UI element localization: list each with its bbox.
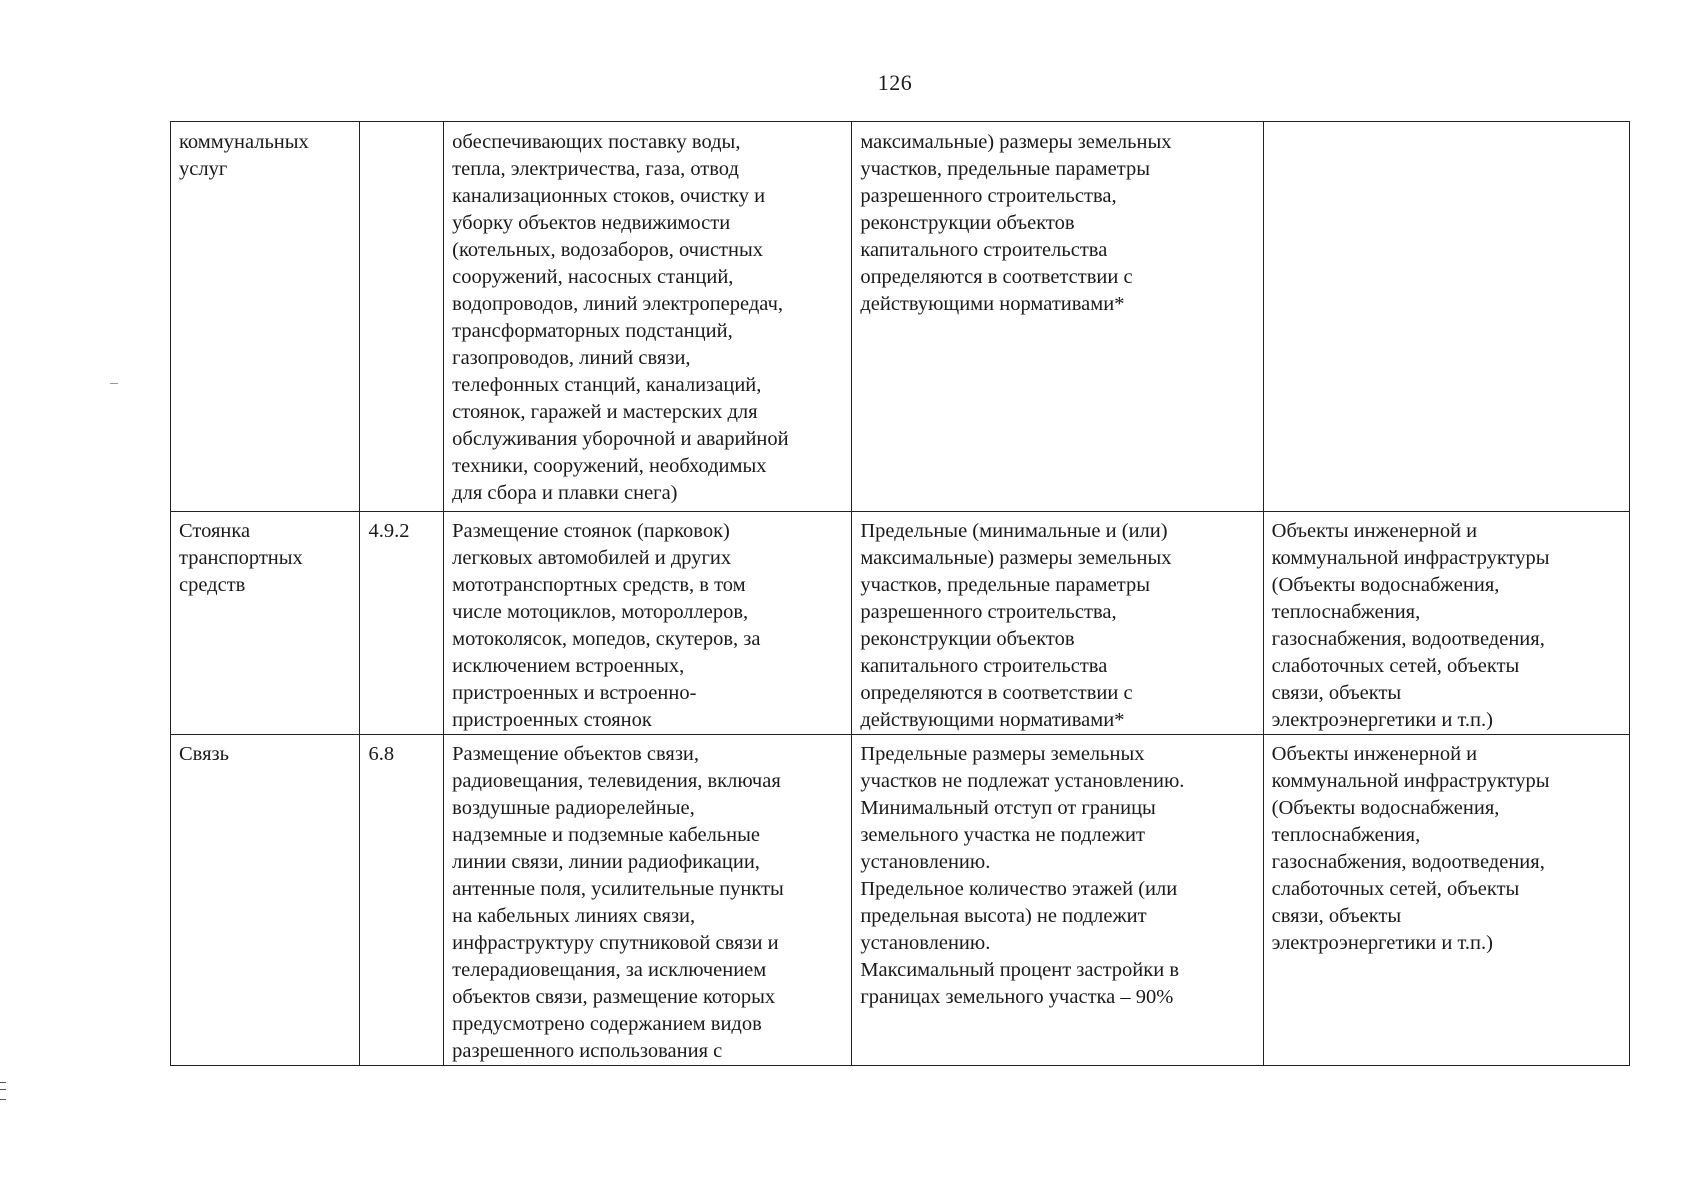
page-number: 126 xyxy=(877,70,913,95)
auxiliary-uses-cell xyxy=(1263,512,1629,735)
use-type-name: Стоянка транспортных средств xyxy=(179,520,303,596)
scan-margin-mark xyxy=(110,383,118,384)
use-type-code: 6.8 xyxy=(368,743,395,765)
use-type-name-cell xyxy=(171,122,360,512)
auxiliary-uses-text: Объекты инженерной и коммунальной инфраструктуры (Объекты водоснабжения, теплоснабжения, газоснабжения, водоотведения, слаботочных сетей, объекты связи, объекты электроэнергетики и т.п.) xyxy=(1271,743,1550,954)
use-type-description: Размещение объектов связи, радиовещания, телевидения, включая воздушные радиорелейные, надземные и подземные кабельные линии связи, линии радиофикации, антенные поля, усилительные пункты на кабельных линиях связи, инфраструктуру спутниковой связи и телерадиовещания, за исключением объектов связи, размещение которых предусмотрено содержанием видов разрешенного использования с xyxy=(452,743,784,1062)
use-type-code-cell xyxy=(360,122,444,512)
table-row xyxy=(171,512,1630,735)
parameters-text: Предельные (минимальные и (или) максимальные) размеры земельных участков, предельные параметры разрешенного строительства, реконструкции объектов капитального строительства определяются в соответствии с действующими нормативами* xyxy=(860,520,1172,731)
use-type-code-cell xyxy=(360,735,444,1066)
auxiliary-uses-text: Объекты инженерной и коммунальной инфраструктуры (Объекты водоснабжения, теплоснабжения, газоснабжения, водоотведения, слаботочных сетей, объекты связи, объекты электроэнергетики и т.п.) xyxy=(1271,520,1550,731)
use-type-name: Связь xyxy=(179,743,229,765)
scan-edge-mark xyxy=(0,1082,6,1100)
parameters-text: Предельные размеры земельных участков не подлежат установлению. Минимальный отступ от границы земельного участка не подлежит установлению. Предельное количество этажей (или предельная высота) не подлежит установлению. Максимальный процент застройки в границах земельного участка – 90% xyxy=(860,743,1185,1008)
use-type-description: обеспечивающих поставку воды, тепла, электричества, газа, отвод канализационных стоков, очистку и уборку объектов недвижимости (котельных, водозаборов, очистных сооружений, насосных станций, водопроводов, линий электропередач, трансформаторных подстанций, газопроводов, линий связи, телефонных станций, канализаций, стоянок, гаражей и мастерских для обслуживания уборочной и аварийной техники, сооружений, необходимых для сбора и плавки снега) xyxy=(452,131,789,504)
use-type-description-cell xyxy=(444,512,852,735)
use-type-code-cell xyxy=(360,512,444,735)
use-type-code: 4.9.2 xyxy=(368,520,410,542)
auxiliary-uses-cell xyxy=(1263,735,1629,1066)
use-type-name-cell xyxy=(171,512,360,735)
parameters-cell xyxy=(852,512,1263,735)
use-type-description-cell xyxy=(444,735,852,1066)
table-row xyxy=(171,122,1630,512)
use-type-name-cell xyxy=(171,735,360,1066)
auxiliary-uses-cell xyxy=(1263,122,1629,512)
parameters-cell xyxy=(852,735,1263,1066)
land-use-table xyxy=(170,121,1630,1066)
use-type-name: коммунальных услуг xyxy=(179,131,309,180)
table-row xyxy=(171,735,1630,1066)
parameters-text: максимальные) размеры земельных участков, предельные параметры разрешенного строительства, реконструкции объектов капитального строительства определяются в соответствии с действующими нормативами* xyxy=(860,131,1172,315)
parameters-cell xyxy=(852,122,1263,512)
use-type-description-cell xyxy=(444,122,852,512)
use-type-description: Размещение стоянок (парковок) легковых автомобилей и других мототранспортных средств, в том числе мотоциклов, мотороллеров, мотоколясок, мопедов, скутеров, за исключением встроенных, пристроенных и встроенно- пристроенных стоянок xyxy=(452,520,761,731)
